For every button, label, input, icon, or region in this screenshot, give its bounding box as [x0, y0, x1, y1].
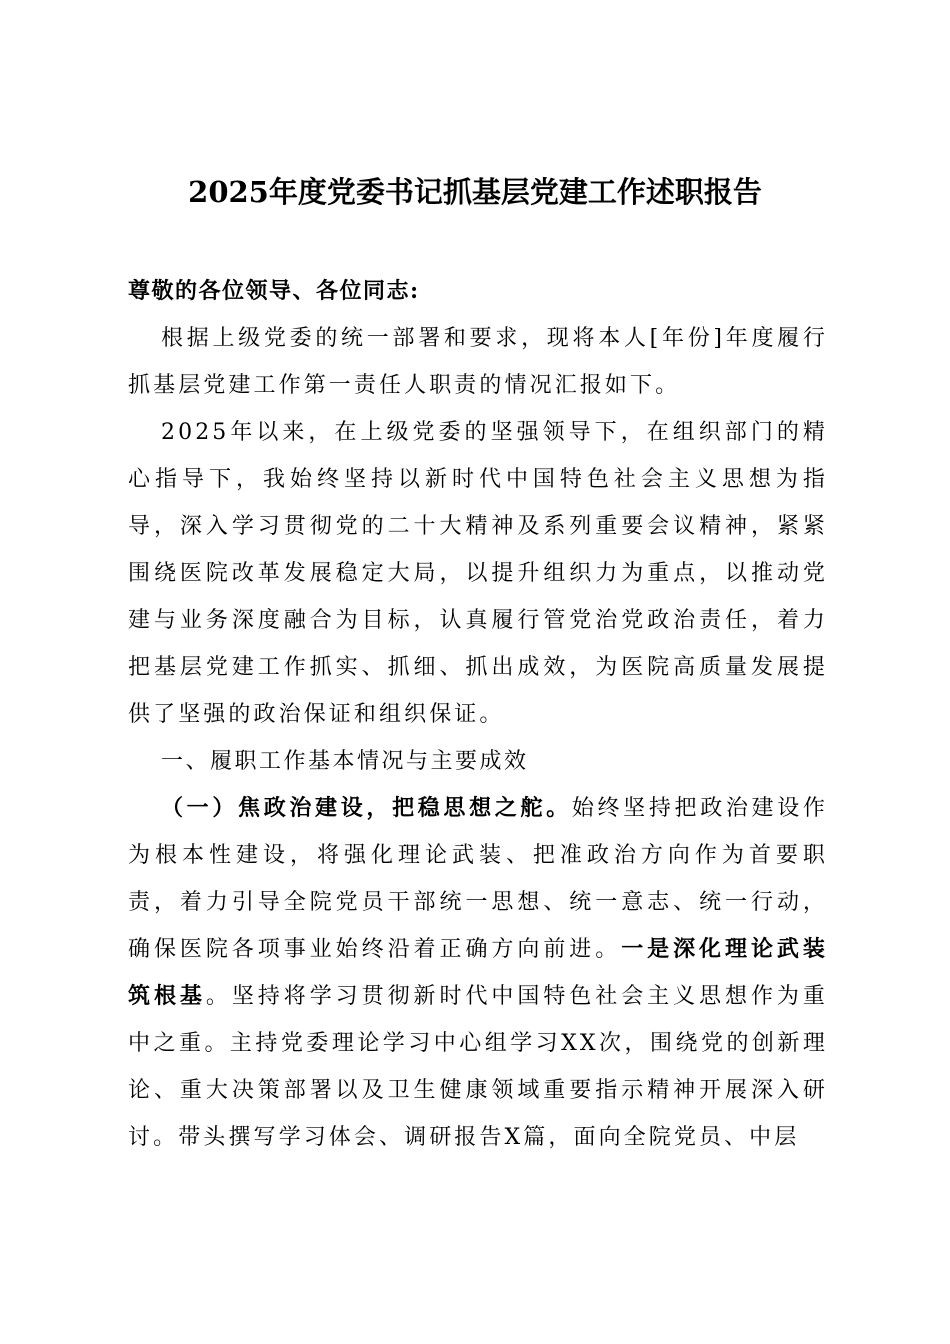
subsection-text-b: 。坚持将学习贯彻新时代中国特色社会主义思想作为重中之重。主持党委理论学习中心组学习XX次，围绕党的创新理论、重大决策部署以及卫生健康领域重要指示精神开展深入研讨。带头撰写学习体会、调研报告X篇，面向全院党员、中层	[128, 984, 828, 1150]
document-title: 2025年度党委书记抓基层党建工作述职报告	[188, 175, 762, 209]
subsection-heading-1: （一）焦政治建设，把稳思想之舵。	[161, 795, 572, 821]
subsection-text-a: 始终坚持把政治建设作为根本性建设，将强化理论武装、把准政治方向作为首要职责，着力引导全院党员干部统一思想、统一意志、统一行动，确保医院各项事业始终沿着正确方向前进。	[128, 796, 828, 962]
paragraph-intro: 根据上级党委的统一部署和要求，现将本人[年份]年度履行抓基层党建工作第一责任人职责的情况汇报如下。	[128, 326, 828, 398]
paragraph-overview: 2025年以来，在上级党委的坚强领导下，在组织部门的精心指导下，我始终坚持以新时代中国特色社会主义思想为指导，深入学习贯彻党的二十大精神及系列重要会议精神，紧紧围绕医院改革发展稳定大局，以提升组织力为重点，以推动党建与业务深度融合为目标，认真履行管党治党政治责任，着力把基层党建工作抓实、抓细、抓出成效，为医院高质量发展提供了坚强的政治保证和组织保证。	[128, 420, 828, 727]
document-body	[128, 268, 828, 1161]
section-heading-1: 一、履职工作基本情况与主要成效	[161, 749, 529, 774]
point-heading-1: 一是深化理论武装筑根基	[128, 936, 828, 1009]
paragraph-political-building	[128, 785, 828, 1161]
greeting: 尊敬的各位领导、各位同志:	[128, 278, 420, 304]
